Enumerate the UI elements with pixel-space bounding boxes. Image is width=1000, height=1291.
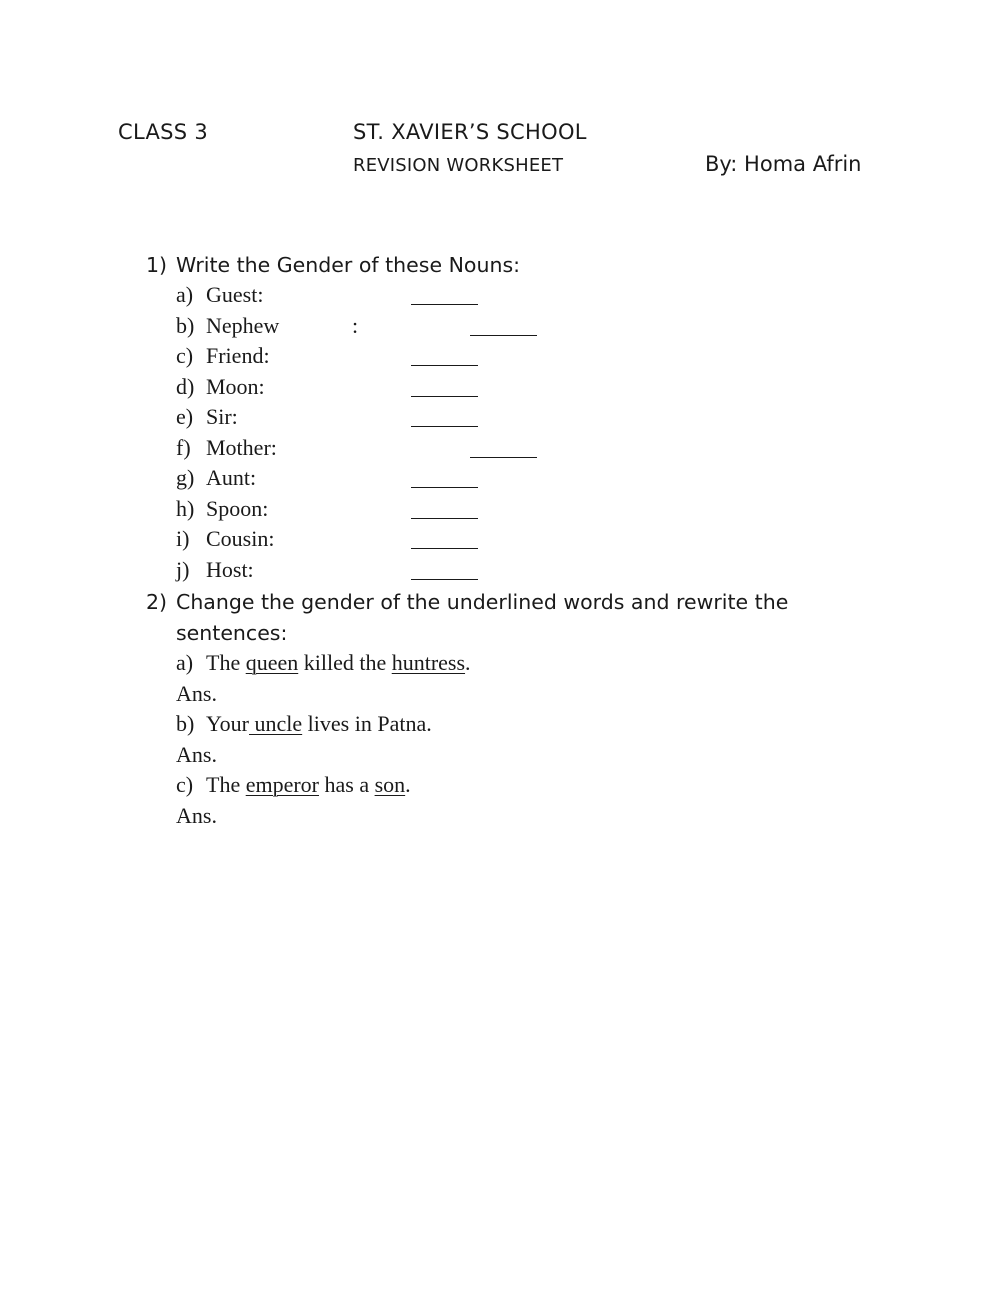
sentence-letter: a) bbox=[176, 650, 194, 675]
item-word: Moon: bbox=[206, 374, 265, 399]
question-1-prompt: Write the Gender of these Nouns: bbox=[176, 253, 521, 277]
question-1-number: 1) bbox=[146, 253, 168, 277]
answer-blank-a[interactable] bbox=[411, 304, 478, 305]
answer-label-a: Ans. bbox=[176, 681, 217, 706]
answer-blank-i[interactable] bbox=[411, 548, 478, 549]
underlined-word: huntress bbox=[391, 650, 466, 675]
item-letter: h) bbox=[176, 496, 195, 521]
item-letter: g) bbox=[176, 465, 195, 490]
sentence-text: . bbox=[465, 650, 471, 675]
answer-blank-h[interactable] bbox=[411, 518, 478, 519]
sentence-text: The bbox=[206, 650, 246, 675]
worksheet-title: REVISION WORKSHEET bbox=[353, 155, 564, 176]
item-word: Host: bbox=[206, 557, 254, 582]
question-2-prompt-line-1: Change the gender of the underlined words and rewrite the bbox=[176, 590, 789, 614]
sentence-text: The bbox=[206, 772, 246, 797]
item-letter: j) bbox=[176, 557, 190, 582]
sentence-text: has a bbox=[319, 772, 375, 797]
answer-blank-e[interactable] bbox=[411, 426, 478, 427]
answer-label-b: Ans. bbox=[176, 742, 217, 767]
item-letter: c) bbox=[176, 343, 194, 368]
answer-blank-j[interactable] bbox=[411, 579, 478, 580]
sentence-c bbox=[176, 772, 411, 798]
item-word: Sir: bbox=[206, 404, 238, 429]
item-word: Nephew bbox=[206, 313, 280, 338]
noun-item-c bbox=[176, 343, 270, 373]
item-word: Spoon: bbox=[206, 496, 269, 521]
noun-item-a bbox=[176, 282, 263, 312]
item-letter: a) bbox=[176, 282, 194, 307]
sentence-text: killed the bbox=[298, 650, 392, 675]
sentence-letter: c) bbox=[176, 772, 194, 797]
noun-item-b bbox=[176, 313, 279, 343]
item-letter: e) bbox=[176, 404, 194, 429]
item-word: Friend: bbox=[206, 343, 270, 368]
noun-item-d bbox=[176, 374, 265, 404]
class-label: CLASS 3 bbox=[118, 120, 209, 144]
item-separator: : bbox=[352, 313, 359, 338]
school-name: ST. XAVIER’S SCHOOL bbox=[353, 120, 587, 144]
underlined-word: uncle bbox=[249, 711, 303, 736]
underlined-word: emperor bbox=[245, 772, 319, 797]
answer-blank-g[interactable] bbox=[411, 487, 478, 488]
noun-item-i bbox=[176, 526, 274, 556]
sentence-text: lives in Patna. bbox=[302, 711, 432, 736]
answer-blank-f[interactable] bbox=[470, 457, 537, 458]
item-letter: b) bbox=[176, 313, 195, 338]
item-word: Guest: bbox=[206, 282, 264, 307]
noun-item-h bbox=[176, 496, 268, 526]
underlined-word: queen bbox=[245, 650, 299, 675]
item-word: Aunt: bbox=[206, 465, 257, 490]
item-word: Cousin: bbox=[206, 526, 275, 551]
noun-item-f bbox=[176, 435, 277, 465]
question-2-heading bbox=[146, 590, 788, 614]
answer-blank-d[interactable] bbox=[411, 396, 478, 397]
underlined-word: son bbox=[374, 772, 406, 797]
noun-item-j bbox=[176, 557, 254, 587]
answer-blank-b[interactable] bbox=[470, 335, 537, 336]
author-credit: By: Homa Afrin bbox=[705, 152, 862, 176]
answer-blank-c[interactable] bbox=[411, 365, 478, 366]
question-2-prompt-line-2: sentences: bbox=[176, 621, 288, 645]
item-letter: d) bbox=[176, 374, 195, 399]
question-1-heading bbox=[146, 253, 520, 277]
item-word: Mother: bbox=[206, 435, 277, 460]
noun-item-g bbox=[176, 465, 256, 495]
noun-item-e bbox=[176, 404, 238, 434]
answer-label-c: Ans. bbox=[176, 803, 217, 828]
sentence-b bbox=[176, 711, 432, 737]
sentence-letter: b) bbox=[176, 711, 195, 736]
question-2-number: 2) bbox=[146, 590, 168, 614]
sentence-a bbox=[176, 650, 471, 676]
sentence-text: Your bbox=[206, 711, 250, 736]
item-letter: i) bbox=[176, 526, 190, 551]
sentence-text: . bbox=[405, 772, 411, 797]
item-letter: f) bbox=[176, 435, 191, 460]
